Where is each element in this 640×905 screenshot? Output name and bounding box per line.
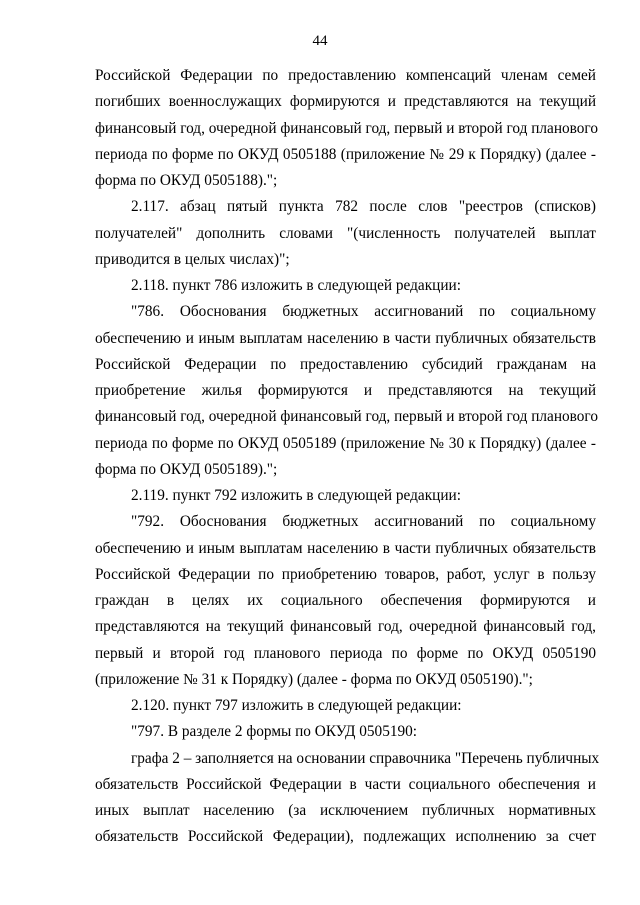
text-line: первый и второй год планового периода по форме по ОКУД 0505190: [95, 644, 596, 662]
text-line: обязательств Российской Федерации), подлежащих исполнению за счет: [95, 828, 596, 846]
text-line: "797. В разделе 2 формы по ОКУД 0505190:: [131, 723, 418, 741]
text-line: графа 2 – заполняется на основании справочника "Перечень публичных: [131, 749, 600, 767]
text-line: форма по ОКУД 0505189).";: [95, 460, 278, 478]
text-line: периода по форме по ОКУД 0505189 (приложение № 30 к Порядку) (далее -: [95, 434, 596, 452]
text-line: представляются на текущий финансовый год, очередной финансовый год,: [95, 618, 596, 636]
text-line: "792. Обоснования бюджетных ассигнований по социальному: [131, 513, 596, 531]
text-line: финансовый год, очередной финансовый год, первый и второй год планового: [95, 408, 598, 426]
text-line: финансовый год, очередной финансовый год, первый и второй год планового: [95, 119, 598, 137]
text-line: Российской Федерации по предоставлению компенсаций членам семей: [95, 67, 596, 84]
text-line: приводится в целых числах)";: [95, 250, 290, 268]
text-line: Российской Федерации по предоставлению субсидий гражданам на: [95, 355, 596, 373]
text-line: форма по ОКУД 0505188).";: [95, 172, 278, 189]
text-line: 2.118. пункт 786 изложить в следующей редакции:: [131, 277, 461, 294]
text-line: периода по форме по ОКУД 0505188 (приложение № 29 к Порядку) (далее -: [95, 145, 596, 163]
page-number: 44: [312, 33, 328, 49]
text-line: обеспечению и иным выплатам населению в части публичных обязательств: [95, 539, 596, 557]
text-line: 2.117. абзац пятый пункта 782 после слов "реестров (списков): [131, 198, 596, 216]
text-line: получателей" дополнить словами "(численность получателей выплат: [95, 224, 596, 242]
text-line: (приложение № 31 к Порядку) (далее - форма по ОКУД 0505190).";: [95, 670, 533, 688]
text-line: погибших военнослужащих формируются и представляются на текущий: [95, 93, 596, 111]
text-line: "786. Обоснования бюджетных ассигнований по социальному: [131, 303, 596, 321]
text-line: 2.119. пункт 792 изложить в следующей редакции:: [131, 487, 461, 504]
text-line: 2.120. пункт 797 изложить в следующей редакции:: [131, 697, 462, 714]
text-line: приобретение жилья формируются и представляются на текущий: [95, 382, 596, 399]
text-line: иных выплат населению (за исключением публичных нормативных: [95, 802, 596, 819]
text-line: Российской Федерации по приобретению товаров, работ, услуг в пользу: [95, 565, 596, 583]
text-line: граждан в целях их социального обеспечения формируются и: [95, 592, 596, 609]
text-line: обеспечению и иным выплатам населению в части публичных обязательств: [95, 329, 596, 347]
text-line: обязательств Российской Федерации в части социального обеспечения и: [95, 775, 596, 793]
